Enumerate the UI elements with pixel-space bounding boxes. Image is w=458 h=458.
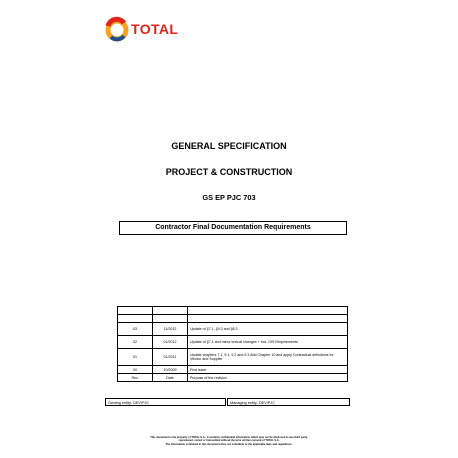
total-logo-mark-icon (104, 14, 130, 44)
document-title: Contractor Final Documentation Requirements (119, 221, 347, 235)
date-cell: 11/2012 (153, 323, 188, 336)
doc-domain-title: PROJECT & CONSTRUCTION (165, 167, 293, 177)
footer-line: reproduced, stored or transmitted without the prior written consent of TOTAL S.A. (178, 439, 280, 443)
date-cell: 01/2012 (153, 336, 188, 349)
date-header: Date (153, 374, 188, 382)
purpose-cell: Update of §7.1 and minor textual changes + incl. GIS Requirements (188, 336, 348, 349)
table-header-row (118, 374, 348, 382)
table-row (118, 323, 348, 336)
purpose-cell (188, 315, 348, 323)
doc-type-title: GENERAL SPECIFICATION (171, 141, 287, 151)
rev-cell (118, 315, 153, 323)
table-row (118, 315, 348, 323)
total-logo (104, 14, 234, 44)
purpose-cell: First issue (188, 366, 348, 374)
purpose-cell: Update chapters 7.1, 9.1, 9.2 and 9.3 Add Chapter 10 and apply Contractual definitions for Vendor and Supplier (188, 349, 348, 366)
table-row (118, 366, 348, 374)
rev-header: Rev. (118, 374, 153, 382)
purpose-cell (188, 307, 348, 315)
table-row (118, 336, 348, 349)
date-cell: 10/2009 (153, 366, 188, 374)
footer-line: This document is the property of TOTAL S.A., it contains confidential information which may not be disclosed to any third party, (150, 436, 308, 439)
rev-cell: 03 (118, 323, 153, 336)
managing-entity: Managing entity: DEV/PJC (227, 398, 350, 406)
owning-entity: Owning entity: DEV/PJC (105, 398, 226, 406)
logo-wordmark: TOTAL (131, 21, 179, 37)
date-cell (153, 315, 188, 323)
footer-line: The information contained in this document does not substitute to the applicable laws and regulations. (165, 442, 293, 446)
purpose-header: Purpose of the revision (188, 374, 348, 382)
table-row (118, 307, 348, 315)
table-row (118, 349, 348, 366)
rev-cell (118, 307, 153, 315)
purpose-cell: Update of §7.1, §9.2 and §8.3 (188, 323, 348, 336)
confidentiality-notice (0, 436, 458, 446)
rev-cell: 02 (118, 336, 153, 349)
revision-table (117, 306, 348, 382)
rev-cell: 00 (118, 366, 153, 374)
doc-code: GS EP PJC 703 (202, 193, 256, 202)
date-cell (153, 307, 188, 315)
date-cell: 01/2011 (153, 349, 188, 366)
rev-cell: 01 (118, 349, 153, 366)
